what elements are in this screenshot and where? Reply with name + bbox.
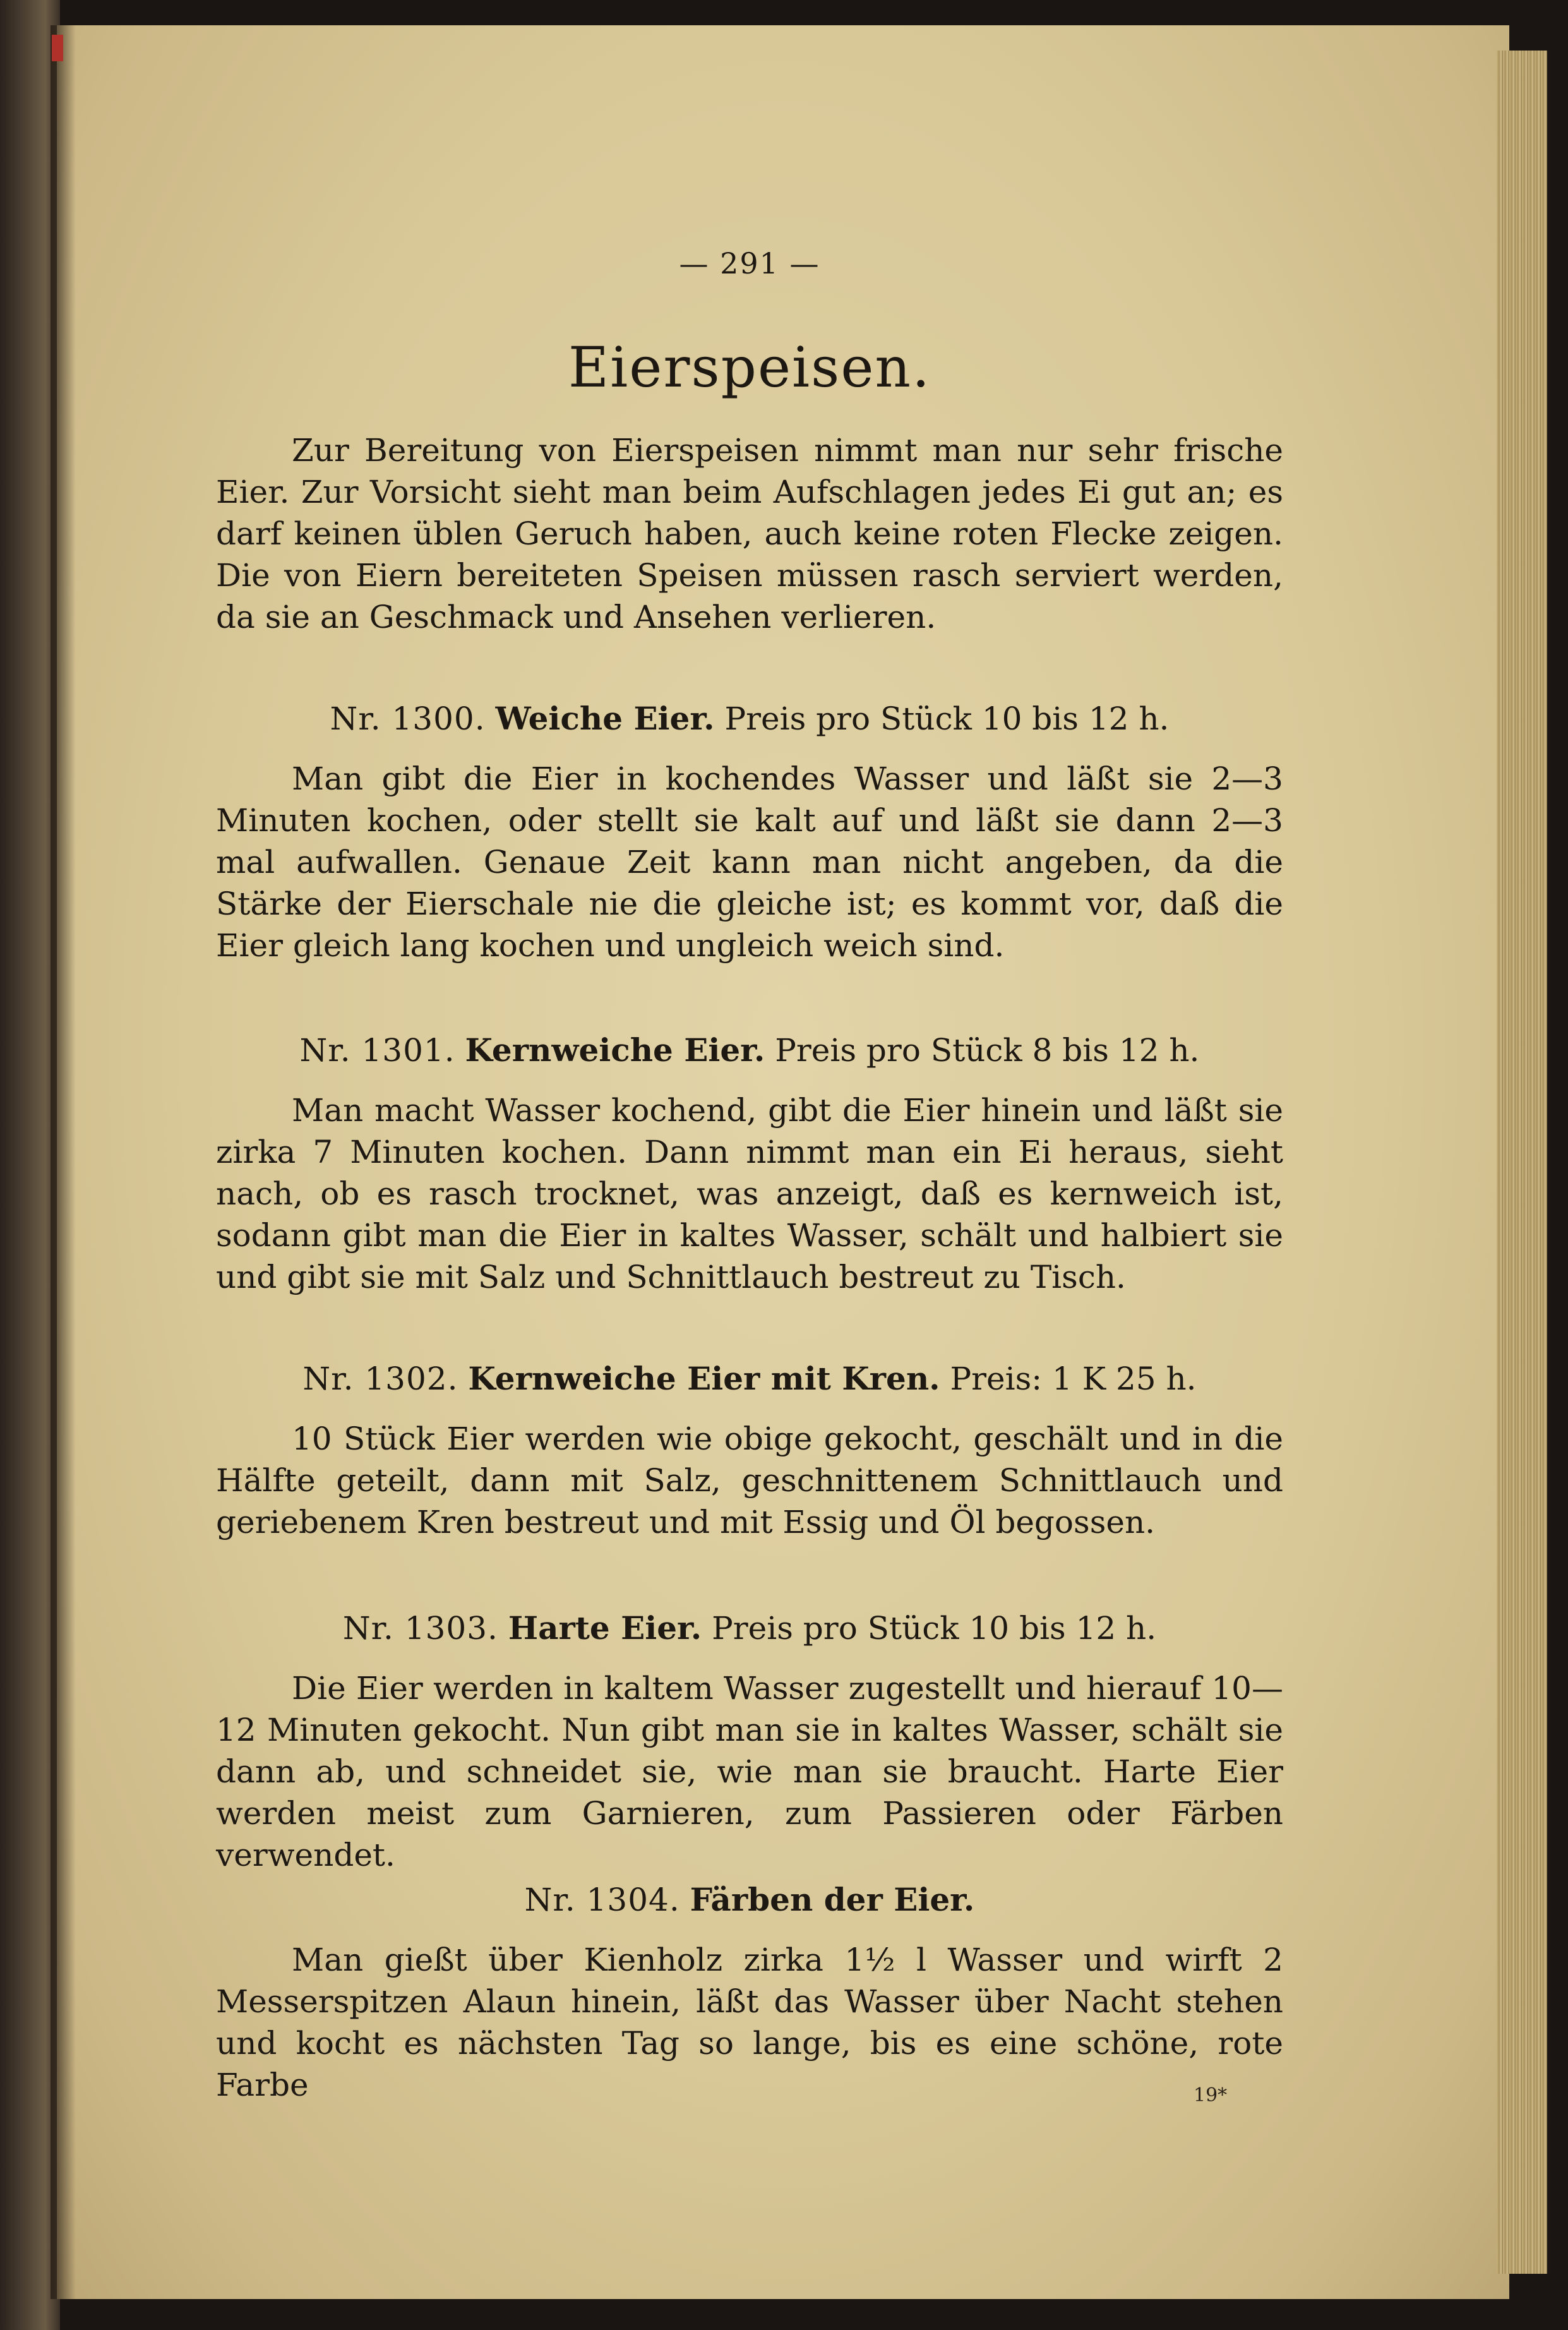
recipe-number: Nr. 1304. <box>524 1882 680 1918</box>
recipe-number: Nr. 1302. <box>302 1360 458 1397</box>
page-stack-edges <box>1497 51 1547 2274</box>
recipe-heading <box>216 1607 1283 1649</box>
recipe-name: Kernweiche Eier mit Kren. <box>468 1360 940 1397</box>
recipe-text: Man gibt die Eier in kochendes Wasser und läßt sie 2—3 Minuten kochen, oder stellt sie kalt auf und läßt sie dann 2—3 mal aufwallen. Genaue Zeit kann man nicht angeben, da die Stärke der Eierschale nie die gleiche ist; es kommt vor, daß die Eier gleich lang kochen und ungleich weich sind. <box>216 760 1283 964</box>
recipe-price: Preis: 1 K 25 h. <box>950 1360 1197 1397</box>
recipe-heading <box>216 698 1283 740</box>
recipe-text: Man macht Wasser kochend, gibt die Eier hinein und läßt sie zirka 7 Minuten kochen. Dann nimmt man ein Ei heraus, sieht nach, ob es rasch trocknet, was anzeigt, daß es kernweich ist, sodann gibt man die Eier in kaltes Wasser, schält und halbiert sie und gibt sie mit Salz und Schnittlauch bestreut zu Tisch. <box>216 1092 1283 1295</box>
recipe-text: Die Eier werden in kaltem Wasser zugestellt und hierauf 10—12 Minuten gekocht. Nun gibt man sie in kaltes Wasser, schält sie dann ab, und schneidet sie, wie man sie braucht. Harte Eier werden meist zum Garnieren, zum Passieren oder Färben verwendet. <box>216 1670 1283 1873</box>
recipe-name: Kernweiche Eier. <box>465 1031 765 1069</box>
recipe-name: Färben der Eier. <box>690 1881 975 1918</box>
recipe-text: 10 Stück Eier werden wie obige gekocht, geschält und in die Hälfte geteilt, dann mit Salz, geschnittenem Schnittlauch und geriebenem Kren bestreut und mit Essig und Öl begossen. <box>216 1420 1283 1540</box>
recipe-text: Man gießt über Kienholz zirka 1½ l Wasser und wirft 2 Messerspitzen Alaun hinein, läßt das Wasser über Nacht stehen und kocht es nächsten Tag so lange, bis es eine schöne, rote Farbe <box>216 1942 1283 2103</box>
recipe-heading <box>216 1358 1283 1400</box>
recipe-number: Nr. 1300. <box>330 700 486 737</box>
recipe-number: Nr. 1303. <box>342 1610 498 1647</box>
recipe-name: Harte Eier. <box>508 1609 702 1647</box>
recipe-number: Nr. 1301. <box>299 1032 455 1069</box>
bookmark-ribbon <box>52 35 63 61</box>
recipe-heading <box>216 1879 1283 1921</box>
page-gutter <box>51 25 76 2299</box>
recipe-heading <box>216 1030 1283 1071</box>
recipe-price: Preis pro Stück 10 bis 12 h. <box>724 700 1170 737</box>
recipe-price: Preis pro Stück 10 bis 12 h. <box>712 1610 1157 1647</box>
recipe-name: Weiche Eier. <box>495 700 715 737</box>
page-title: Eierspeisen. <box>568 335 931 400</box>
recipe-price: Preis pro Stück 8 bis 12 h. <box>775 1032 1200 1069</box>
signature-mark: 19* <box>1194 2084 1228 2106</box>
intro-paragraph: Zur Bereitung von Eierspeisen nimmt man nur sehr frische Eier. Zur Vorsicht sieht man beim Aufschlagen jedes Ei gut an; es darf keinen üblen Geruch haben, auch keine roten Flecke zeigen. Die von Eiern bereiteten Speisen müssen rasch serviert werden, da sie an Geschmack und Ansehen verlieren. <box>216 432 1283 635</box>
page-number: — 291 — <box>679 246 820 280</box>
